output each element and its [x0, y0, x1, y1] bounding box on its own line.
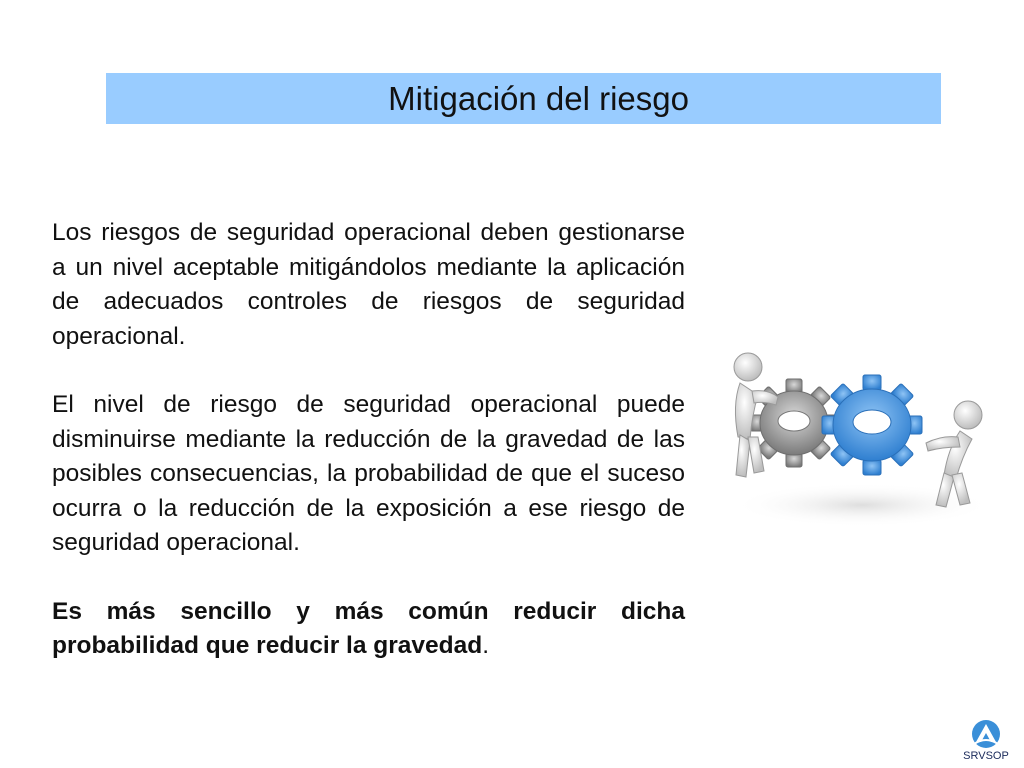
- srvsop-logo-icon: [958, 718, 1014, 750]
- blue-gear-icon: [822, 375, 922, 475]
- srvsop-logo: [958, 718, 1014, 764]
- paragraph-1: Los riesgos de seguridad operacional deben gestionarse a un nivel aceptable mitigándolos mediante la aplicación de adecuados controles de riesgos de seguridad operacional.: [52, 219, 685, 350]
- body-text: [52, 216, 685, 664]
- floor-shadow: [732, 483, 992, 527]
- slide-title: Mitigación del riesgo: [388, 80, 689, 117]
- logo-text: SRVSOP: [963, 750, 1009, 762]
- emphasis-text: Es más sencillo y más común reducir dicha probabilidad que reducir la gravedad: [52, 597, 685, 659]
- figures-turning-gears-illustration: [722, 345, 997, 530]
- title-bar: [106, 73, 941, 124]
- paragraph-2: El nivel de riesgo de seguridad operacional puede disminuirse mediante la reducción de la gravedad de las posibles consecuencias, la probabilidad de que el suceso ocurra o la reducción de la exposición a ese riesgo de seguridad operacional.: [52, 391, 685, 556]
- emphasis-end: .: [482, 632, 490, 659]
- emphasis-paragraph: [52, 595, 685, 664]
